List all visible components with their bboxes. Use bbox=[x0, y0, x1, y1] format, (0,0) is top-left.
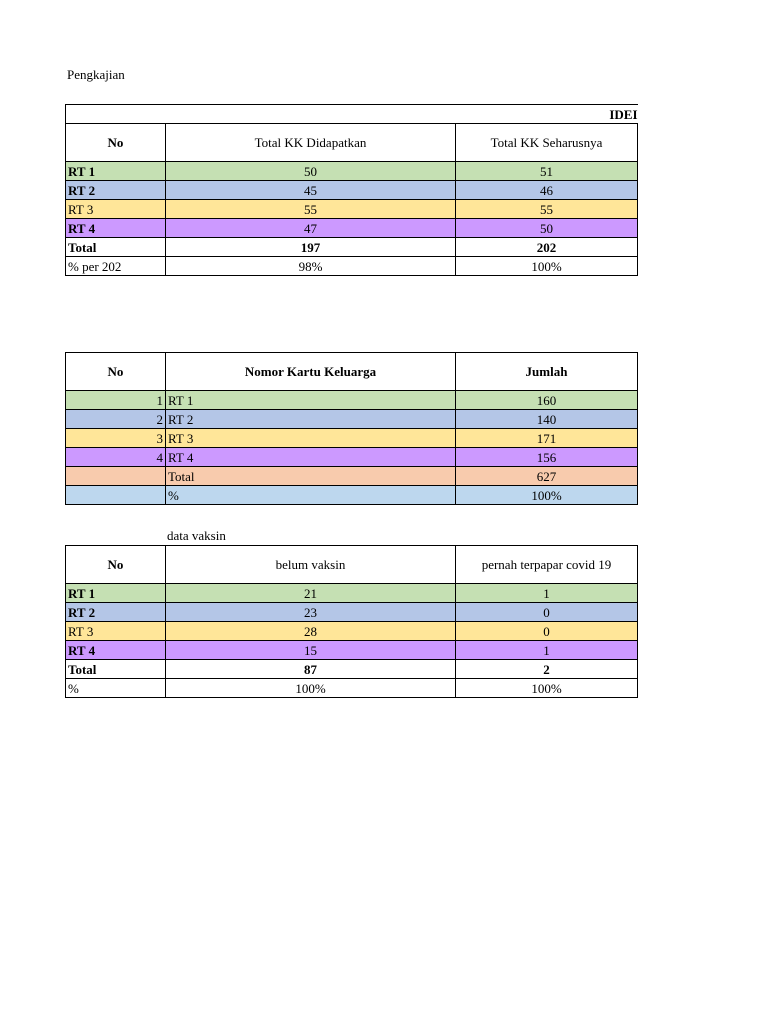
row-label: Total bbox=[166, 467, 456, 486]
kartu-keluarga-table bbox=[65, 352, 638, 505]
header-nomor-kartu-keluarga: Nomor Kartu Keluarga bbox=[166, 353, 456, 391]
row-label: RT 1 bbox=[66, 162, 166, 181]
table-row bbox=[66, 410, 638, 429]
row-number bbox=[66, 486, 166, 505]
cell-value: 0 bbox=[456, 603, 638, 622]
cell-value: 100% bbox=[456, 486, 638, 505]
table-row bbox=[66, 603, 638, 622]
cell-value: 156 bbox=[456, 448, 638, 467]
cell-value: 46 bbox=[456, 181, 638, 200]
header-total-kk-seharusnya: Total KK Seharusnya bbox=[456, 124, 638, 162]
row-label: RT 3 bbox=[66, 200, 166, 219]
row-label: % bbox=[166, 486, 456, 505]
header-pernah-terpapar: pernah terpapar covid 19 bbox=[456, 546, 638, 584]
cell-value: 51 bbox=[456, 162, 638, 181]
row-label: % bbox=[66, 679, 166, 698]
cell-value: 45 bbox=[166, 181, 456, 200]
cell-value: 171 bbox=[456, 429, 638, 448]
cell-value: 627 bbox=[456, 467, 638, 486]
row-label: RT 4 bbox=[166, 448, 456, 467]
cell-value: 47 bbox=[166, 219, 456, 238]
page-heading: Pengkajian bbox=[67, 67, 125, 82]
cell-value: 1 bbox=[456, 584, 638, 603]
total-row bbox=[66, 660, 638, 679]
table-row bbox=[66, 391, 638, 410]
row-number bbox=[66, 467, 166, 486]
cell-value: 21 bbox=[166, 584, 456, 603]
row-label: Total bbox=[66, 238, 166, 257]
cell-value: 55 bbox=[456, 200, 638, 219]
table-row bbox=[66, 622, 638, 641]
row-label: RT 2 bbox=[166, 410, 456, 429]
banner-text: IDEI bbox=[66, 105, 638, 124]
cell-value: 23 bbox=[166, 603, 456, 622]
cell-value: 98% bbox=[166, 257, 456, 276]
cell-value: 15 bbox=[166, 641, 456, 660]
row-label: % per 202 bbox=[66, 257, 166, 276]
row-label: RT 3 bbox=[66, 622, 166, 641]
row-label: RT 2 bbox=[66, 603, 166, 622]
table-header-row bbox=[66, 124, 638, 162]
table-banner-row bbox=[66, 105, 638, 124]
table-row bbox=[66, 429, 638, 448]
cell-value: 50 bbox=[456, 219, 638, 238]
cell-value: 1 bbox=[456, 641, 638, 660]
row-number: 2 bbox=[66, 410, 166, 429]
table-row bbox=[66, 219, 638, 238]
header-jumlah: Jumlah bbox=[456, 353, 638, 391]
row-label: RT 4 bbox=[66, 641, 166, 660]
row-label: RT 2 bbox=[66, 181, 166, 200]
cell-value: 50 bbox=[166, 162, 456, 181]
row-label: RT 4 bbox=[66, 219, 166, 238]
table-row bbox=[66, 584, 638, 603]
table-header-row bbox=[66, 546, 638, 584]
header-belum-vaksin: belum vaksin bbox=[166, 546, 456, 584]
row-number: 4 bbox=[66, 448, 166, 467]
cell-value: 100% bbox=[166, 679, 456, 698]
vaccine-data-table bbox=[65, 545, 638, 698]
row-label: RT 3 bbox=[166, 429, 456, 448]
table-row bbox=[66, 448, 638, 467]
cell-value: 100% bbox=[456, 679, 638, 698]
table-row bbox=[66, 162, 638, 181]
percent-row bbox=[66, 679, 638, 698]
cell-value: 202 bbox=[456, 238, 638, 257]
row-label: RT 1 bbox=[166, 391, 456, 410]
header-no: No bbox=[66, 124, 166, 162]
cell-value: 140 bbox=[456, 410, 638, 429]
kk-summary-table bbox=[65, 104, 638, 276]
cell-value: 160 bbox=[456, 391, 638, 410]
header-total-kk-didapatkan: Total KK Didapatkan bbox=[166, 124, 456, 162]
header-no: No bbox=[66, 353, 166, 391]
row-number: 1 bbox=[66, 391, 166, 410]
table-header-row bbox=[66, 353, 638, 391]
cell-value: 28 bbox=[166, 622, 456, 641]
cell-value: 87 bbox=[166, 660, 456, 679]
cell-value: 100% bbox=[456, 257, 638, 276]
table-row bbox=[66, 181, 638, 200]
row-number: 3 bbox=[66, 429, 166, 448]
row-label: RT 1 bbox=[66, 584, 166, 603]
total-row bbox=[66, 467, 638, 486]
cell-value: 2 bbox=[456, 660, 638, 679]
row-label: Total bbox=[66, 660, 166, 679]
percent-row bbox=[66, 257, 638, 276]
cell-value: 55 bbox=[166, 200, 456, 219]
vaccine-table-caption: data vaksin bbox=[167, 528, 226, 543]
cell-value: 197 bbox=[166, 238, 456, 257]
cell-value: 0 bbox=[456, 622, 638, 641]
header-no: No bbox=[66, 546, 166, 584]
table-row bbox=[66, 641, 638, 660]
table-row bbox=[66, 200, 638, 219]
total-row bbox=[66, 238, 638, 257]
percent-row bbox=[66, 486, 638, 505]
